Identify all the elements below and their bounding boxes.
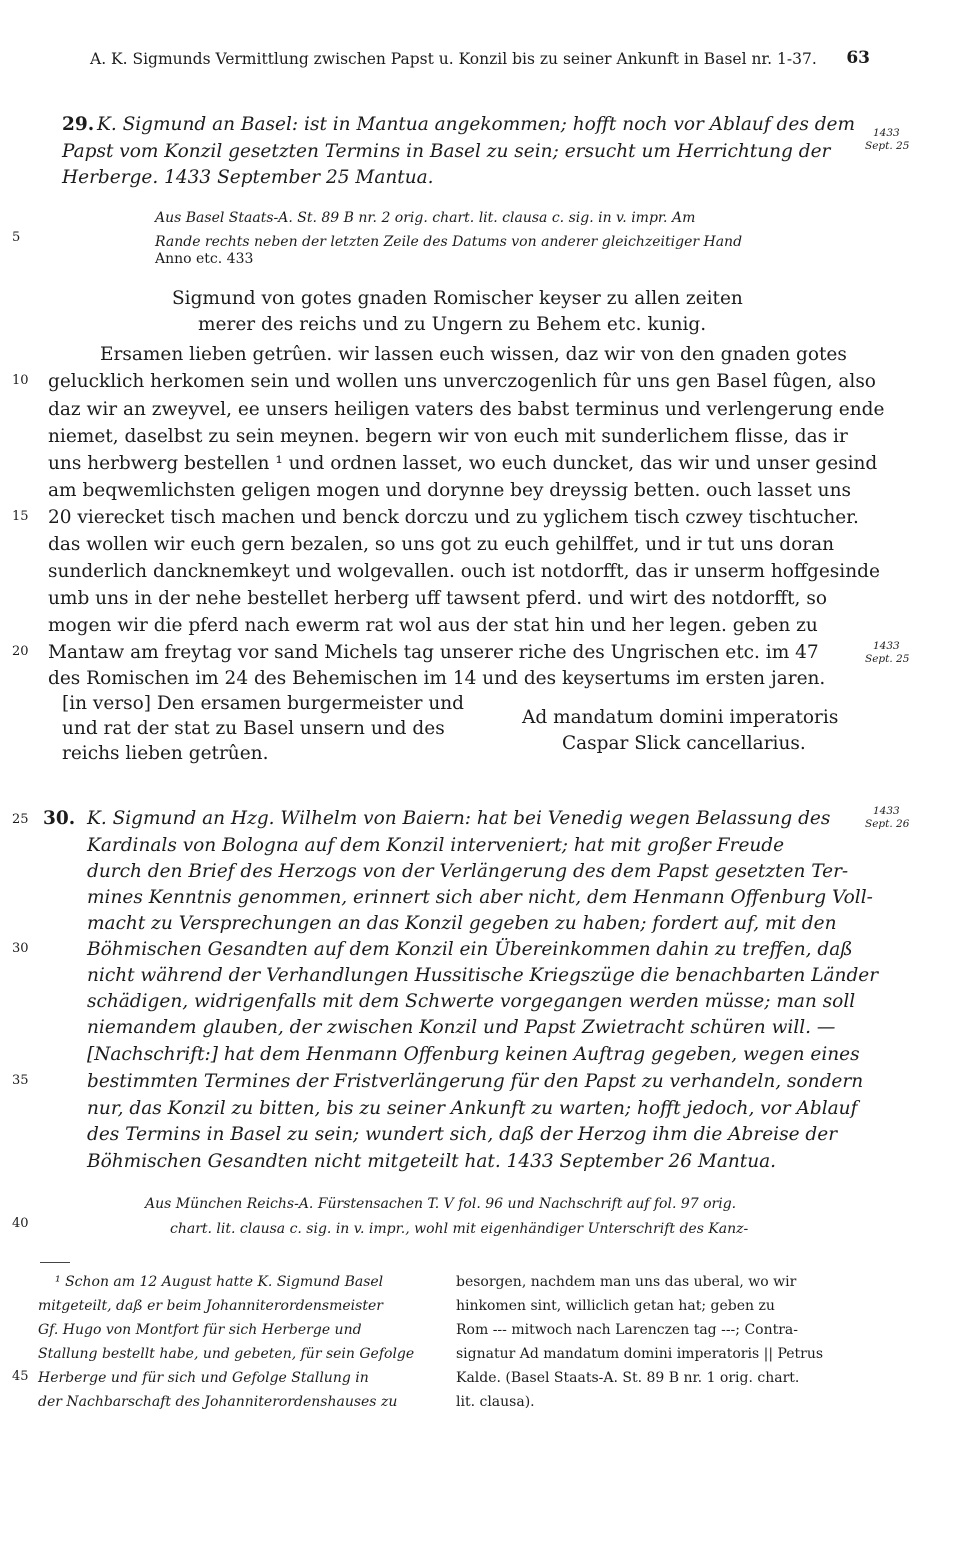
subscription-line: Ad mandatum domini imperatoris [522,707,839,728]
doc30-regest-line: bestimmten Termines der Fristverlängerung für den Papst zu verhandeln, sondern [87,1071,864,1092]
doc30-regest-line: macht zu Versprechungen an das Konzil gegeben zu haben; fordert auf, mit den [87,913,837,934]
doc30-regest-line: schädigen, widrigenfalls mit dem Schwerte vorgegangen werden müsse; man soll [87,991,856,1012]
footnote-line: hinkomen sint, williclich getan hat; geben zu [456,1298,775,1314]
letter-text-line: mogen wir die pferd nach ewerm rat wol aus der stat hin und her legen. geben zu [48,615,818,636]
doc30-regest-line: K. Sigmund an Hzg. Wilhelm von Baiern: hat bei Venedig wegen Belassung des [87,808,831,829]
footnote-line: ¹ Schon am 12 August hatte K. Sigmund Basel [55,1274,384,1290]
doc30-regest-line: Böhmischen Gesandten auf dem Konzil ein Übereinkommen dahin zu treffen, daß [87,939,853,960]
letter-text-line: Mantaw am freytag vor sand Michels tag unserer riche des Ungrischen etc. im 47 [48,642,819,663]
letter-text-line: am beqwemlichsten geligen mogen und dorynne bey dreyssig betten. ouch lasset uns [48,480,852,501]
doc30-source-line: chart. lit. clausa c. sig. in v. impr., wohl mit eigenhändiger Unterschrift des Kanz- [170,1221,749,1237]
footnote-line: Gf. Hugo von Montfort für sich Herberge und [38,1322,362,1338]
line-number: 25 [12,812,29,827]
letter-text-line: 20 vierecket tisch machen und benck dorczu und zu yglichem tisch czwey tischtucher. [48,507,859,528]
footnote-line: besorgen, nachdem man uns das uberal, wo wir [456,1274,797,1290]
doc29-number: 29. [62,114,95,135]
line-number: 10 [12,373,29,388]
running-header [90,50,870,68]
doc30-number: 30. [43,808,76,829]
intitulatio-line: merer des reichs und zu Ungern zu Behem etc. kunig. [198,314,707,335]
doc30-regest-line: Kardinals von Bologna auf dem Konzil interveniert; hat mit großer Freude [87,835,785,856]
letter-text-line: uns herbwerg bestellen ¹ und ordnen lasset, wo euch duncket, das wir und unser gesind [48,453,878,474]
letter-text-line: niemet, daselbst zu sein meynen. begern wir von euch mit sunderlichem flisse, das ir [48,426,848,447]
page-number: 63 [846,48,870,68]
doc30-regest-line: des Termins in Basel zu sein; wundert sich, daß der Herzog ihm die Abreise der [87,1124,838,1145]
intitulatio-line: Sigmund von gotes gnaden Romischer keyser zu allen zeiten [172,288,743,309]
line-number: 15 [12,509,29,524]
address-line: [in verso] Den ersamen burgermeister und [62,693,464,714]
letter-text-line: umb uns in der nehe bestellet herberg uff tawsent pferd. und wirt des notdorfft, so [48,588,827,609]
doc29-source-line: Aus Basel Staats-A. St. 89 B nr. 2 orig. chart. lit. clausa c. sig. in v. impr. Am [155,210,696,226]
line-number: 30 [12,941,29,956]
doc30-regest-line: durch den Brief des Herzogs von der Verlängerung des dem Papst gesetzten Ter- [87,861,849,882]
subscription-line: Caspar Slick cancellarius. [562,733,806,754]
letter-text-line: das wollen wir euch gern bezalen, so uns got zu euch gehilffet, und ir tut uns doran [48,534,835,555]
footnote-line: Herberge und für sich und Gefolge Stallung in [38,1370,369,1386]
running-title: A. K. Sigmunds Vermittlung zwischen Papst u. Konzil bis zu seiner Ankunft in Basel nr. 1-37. [90,50,817,68]
line-number: 35 [12,1073,29,1088]
letter-text-line: sunderlich dancknemkeyt und wolgevallen. ouch ist notdorfft, das ir unserm hoffgesinde [48,561,880,582]
address-line: und rat der stat zu Basel unsern und des [62,718,445,739]
footnote-line: mitgeteilt, daß er beim Johanniterordensmeister [38,1298,383,1314]
line-number: 45 [12,1369,29,1384]
footnote-line: Rom --- mitwoch nach Larenczen tag ---; Contra- [456,1322,799,1338]
address-line: reichs lieben getrûen. [62,743,269,764]
margin-date: 1433 Sept. 26 [865,805,910,830]
doc29-regest-line: Herberge. 1433 September 25 Mantua. [62,167,434,188]
footnote-line: lit. clausa). [456,1394,535,1410]
doc30-regest-line: mines Kenntnis genommen, erinnert sich aber nicht, dem Henmann Offenburg Voll- [87,887,873,908]
line-number: 5 [12,230,21,245]
line-number: 40 [12,1216,29,1231]
footnote-line: signatur Ad mandatum domini imperatoris || Petrus [456,1346,824,1362]
margin-date: 1433 Sept. 25 [865,127,910,152]
letter-text-line: Ersamen lieben getrûen. wir lassen euch wissen, daz wir von den gnaden gotes [100,344,847,365]
doc29-regest-line: K. Sigmund an Basel: ist in Mantua angekommen; hofft noch vor Ablauf des dem [97,114,856,135]
letter-text-line: gelucklich herkomen sein und wollen uns unverczogenlich fûr uns gen Basel fûgen, also [48,371,876,392]
doc30-source-line: Aus München Reichs-A. Fürstensachen T. V fol. 96 und Nachschrift auf fol. 97 orig. [145,1196,737,1212]
footnote-line: der Nachbarschaft des Johanniterordenshauses zu [38,1394,398,1410]
doc30-regest-line: nicht während der Verhandlungen Hussitische Kriegszüge die benachbarten Länder [87,965,879,986]
letter-text-line: daz wir an zweyvel, ee unsers heiligen vaters des babst terminus und verlengerung ende [48,399,885,420]
line-number: 20 [12,644,29,659]
doc30-regest-line: Böhmischen Gesandten nicht mitgeteilt hat. 1433 September 26 Mantua. [87,1151,777,1172]
letter-text-line: des Romischen im 24 des Behemischen im 14 und des keysertums im ersten jaren. [48,668,826,689]
doc29-source-line: Anno etc. 433 [155,251,254,267]
doc30-regest-line: nur, das Konzil zu bitten, bis zu seiner Ankunft zu warten; hofft jedoch, vor Ablauf [87,1098,858,1119]
doc30-regest-line: [Nachschrift:] hat dem Henmann Offenburg keinen Auftrag gegeben, wegen eines [87,1044,860,1065]
doc30-regest-line: niemandem glauben, der zwischen Konzil und Papst Zwietracht schüren will. — [87,1017,836,1038]
margin-date: 1433 Sept. 25 [865,640,910,665]
footnote-divider [40,1262,70,1263]
doc29-regest-line: Papst vom Konzil gesetzten Termins in Basel zu sein; ersucht um Herrichtung der [62,141,831,162]
doc29-source-line: Rande rechts neben der letzten Zeile des Datums von anderer gleichzeitiger Hand [155,234,743,250]
footnote-line: Stallung bestellt habe, und gebeten, für sein Gefolge [38,1346,415,1362]
footnote-line: Kalde. (Basel Staats-A. St. 89 B nr. 1 orig. chart. [456,1370,800,1386]
